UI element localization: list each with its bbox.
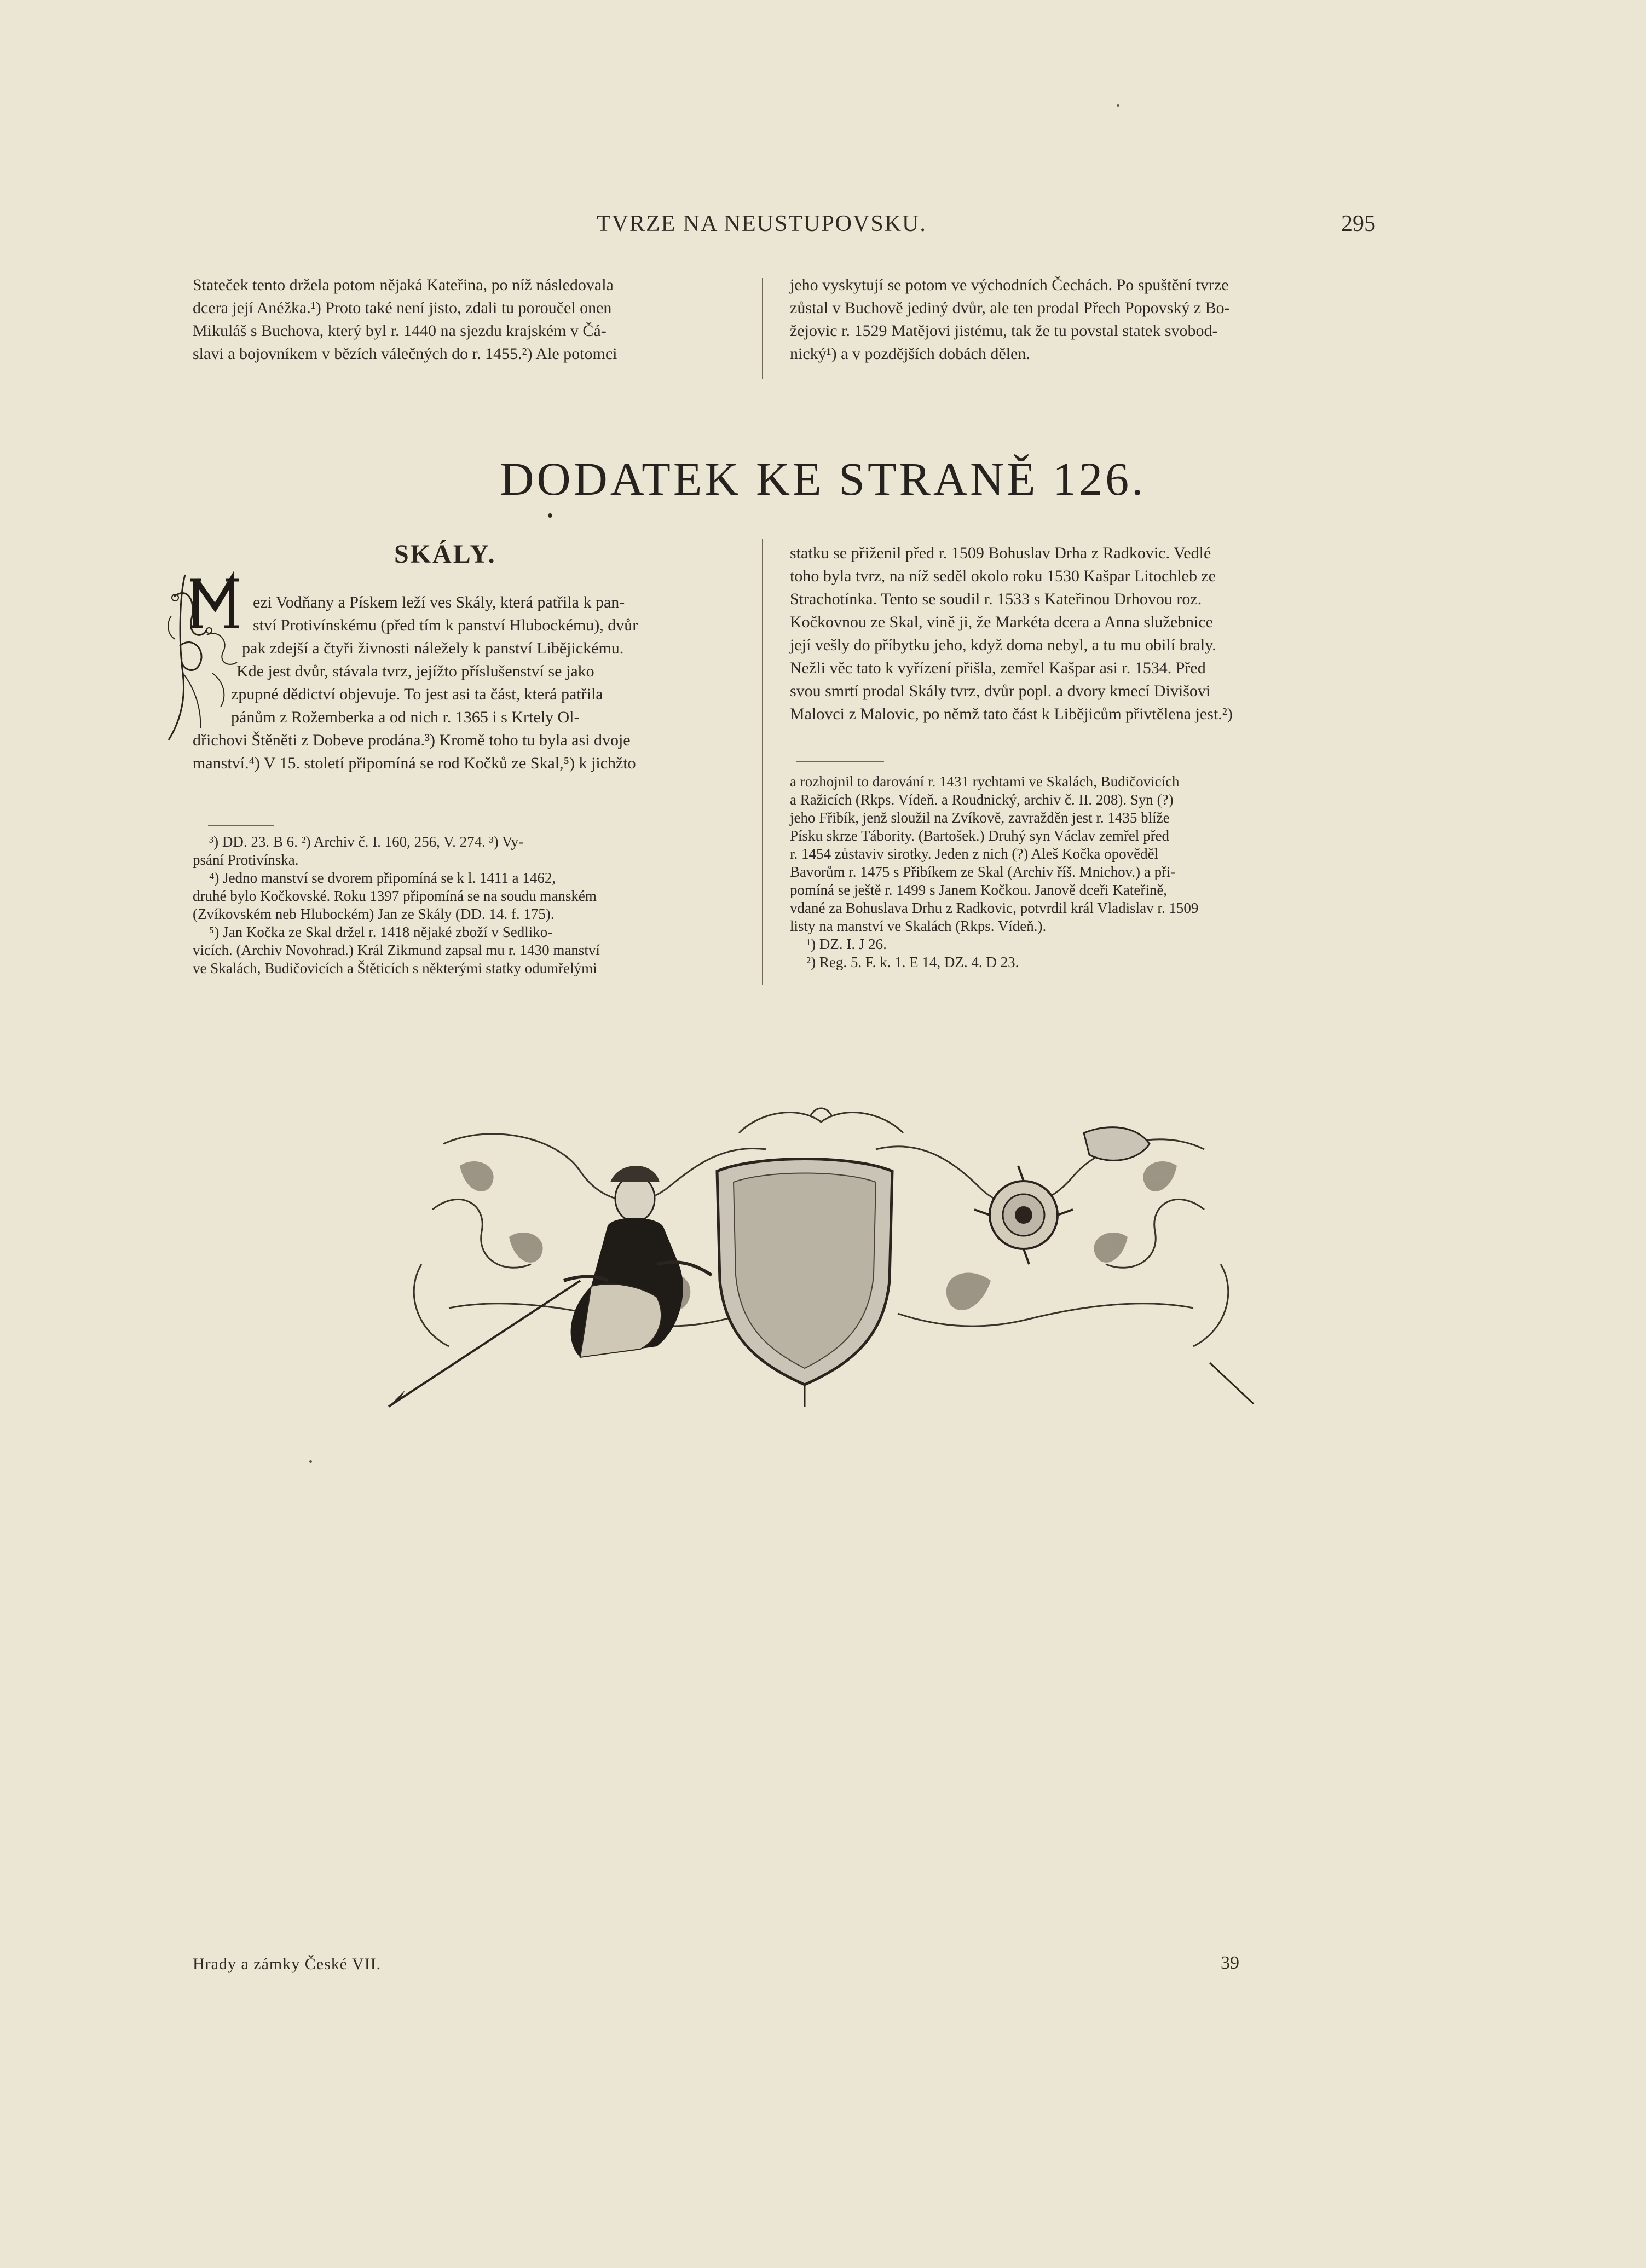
text-line: ezi Vodňany a Pískem leží ves Skály, která patřila k pan- — [253, 593, 625, 611]
footnote-separator — [796, 761, 884, 762]
top-left-column — [193, 274, 740, 366]
text-line: slavi a bojovníkem v bězích válečných do r. 1455.²) Ale potomci — [193, 345, 617, 363]
footnote-line: Písku skrze Tábority. (Bartošek.) Druhý syn Václav zemřel před — [790, 828, 1170, 844]
top-right-column — [790, 274, 1362, 366]
footnote-line: vdané za Bohuslava Drhu z Radkovic, potvrdil král Vladislav r. 1509 — [790, 900, 1199, 916]
footnote-line: ¹) DZ. I. J 26. — [806, 936, 887, 952]
left-footnotes — [193, 833, 740, 977]
text-line: manství.⁴) V 15. století připomíná se rod Kočků ze Skal,⁵) k jichžto — [193, 754, 636, 772]
footer-book-title: Hrady a zámky České VII. — [193, 1955, 382, 1973]
subsection-heading: SKÁLY. — [394, 540, 496, 569]
footnote-line: listy na manství ve Skalách (Rkps. Vídeň.). — [790, 918, 1047, 934]
text-line: Nežli věc tato k vyřízení přišla, zemřel Kašpar asi r. 1534. Před — [790, 659, 1206, 677]
section-heading: DODATEK KE STRANĚ 126. — [500, 453, 1146, 505]
footnote-line: a Ražicích (Rkps. Vídeň. a Roudnický, archiv č. II. 208). Syn (?) — [790, 791, 1174, 808]
footnote-line: ve Skalách, Budičovicích a Štěticích s některými statky odumřelými — [193, 960, 597, 976]
text-line: Kde jest dvůr, stávala tvrz, jejížto příslušenství se jako — [236, 662, 594, 680]
text-line: dcera její Anéžka.¹) Proto také není jisto, zdali tu poroučel onen — [193, 299, 612, 317]
text-line: Kočkovnou ze Skal, vině ji, že Markéta dcera a Anna služebnice — [790, 613, 1214, 631]
text-line: Stateček tento držela potom nějaká Kateřina, po níž následovala — [193, 276, 614, 294]
right-footnotes — [790, 773, 1362, 971]
text-line: dřichovi Štěněti z Dobeve prodána.³) Kromě toho tu byla asi dvoje — [193, 731, 631, 749]
footnote-line: jeho Fřibík, jenž sloužil na Zvíkově, zavražděn jest r. 1435 blíže — [790, 809, 1170, 826]
footnote-line: vicích. (Archiv Novohrad.) Král Zikmund zapsal mu r. 1430 manství — [193, 942, 600, 958]
paper-speck — [309, 1460, 312, 1463]
running-head-title: TVRZE NA NEUSTUPOVSKU. — [597, 211, 927, 236]
footer-signature-mark: 39 — [1221, 1953, 1239, 1973]
footnote-separator — [208, 825, 274, 826]
footnote-line: Bavorům r. 1475 s Přibíkem ze Skal (Archiv říš. Mnichov.) a při- — [790, 864, 1176, 880]
footnote-line: a rozhojnil to darování r. 1431 rychtami ve Skalách, Budičovicích — [790, 773, 1180, 790]
text-line: pánům z Rožemberka a od nich r. 1365 i s Krtely Ol- — [231, 708, 580, 726]
right-main-column — [790, 542, 1362, 726]
ornamental-vignette-icon — [383, 1100, 1259, 1412]
footnote-line: ⁴) Jedno manství se dvorem připomíná se k l. 1411 a 1462, — [209, 870, 556, 886]
footnote-line: druhé bylo Kočkovské. Roku 1397 připomíná se na soudu manském — [193, 888, 597, 904]
footnote-line: ³) DD. 23. B 6. ²) Archiv č. I. 160, 256, V. 274. ³) Vy- — [209, 834, 524, 850]
text-line: Mikuláš s Buchova, který byl r. 1440 na sjezdu krajském v Čá- — [193, 322, 607, 340]
text-line: žejovic r. 1529 Matějovi jistému, tak že tu povstal statek svobod- — [790, 322, 1218, 340]
text-line: Malovci z Malovic, po němž tato část k Liběјicům přivtělena jest.²) — [790, 705, 1233, 723]
footnote-line: psání Protivínska. — [193, 852, 299, 868]
paper-speck — [1117, 104, 1119, 107]
text-line: zůstal v Buchově jediný dvůr, ale ten prodal Přech Popovský z Bo- — [790, 299, 1230, 317]
left-main-column — [193, 591, 740, 775]
heading-ornament-dot — [548, 513, 552, 518]
text-line: svou smrtí prodal Skály tvrz, dvůr popl. a dvory kmecí Divišovi — [790, 682, 1211, 700]
footnote-line: ⁵) Jan Kočka ze Skal držel r. 1418 nějaké zboží v Sedliko- — [209, 924, 553, 940]
footnote-line: r. 1454 zůstaviv sirotky. Jeden z nich (?) Aleš Kočka opověděl — [790, 846, 1159, 862]
text-line: statku se přiženil před r. 1509 Bohuslav Drha z Radkovic. Vedlé — [790, 544, 1211, 562]
column-divider — [762, 539, 763, 985]
text-line: nický¹) a v pozdějších dobách dělen. — [790, 345, 1030, 363]
footnote-line: pomíná se ještě r. 1499 s Janem Kočkou. Janově dceři Kateřině, — [790, 882, 1168, 898]
text-line: zpupné dědictví objevuje. To jest asi ta část, která patřila — [231, 685, 603, 703]
text-line: jeho vyskytují se potom ve východních Čechách. Po spuštění tvrze — [790, 276, 1229, 294]
column-divider — [762, 278, 763, 379]
text-line: ství Protivínskému (před tím k panství Hlubockému), dvůr — [253, 616, 638, 634]
footnote-line: ²) Reg. 5. F. k. 1. E 14, DZ. 4. D 23. — [806, 954, 1019, 970]
text-line: její vešly do příbytku jeho, když doma nebyl, a tu mu obilí braly. — [790, 636, 1216, 654]
footnote-line: (Zvíkovském neb Hlubockém) Jan ze Skály (DD. 14. f. 175). — [193, 906, 555, 922]
text-line: pak zdejší a čtyři živnosti náležely k panství Liběјickému. — [242, 639, 624, 657]
text-line: Strachotínka. Tento se soudil r. 1533 s Kateřinou Drhovou roz. — [790, 590, 1202, 608]
page-number: 295 — [1341, 211, 1376, 236]
text-line: toho byla tvrz, na níž seděl okolo roku 1530 Kašpar Litochleb ze — [790, 567, 1216, 585]
